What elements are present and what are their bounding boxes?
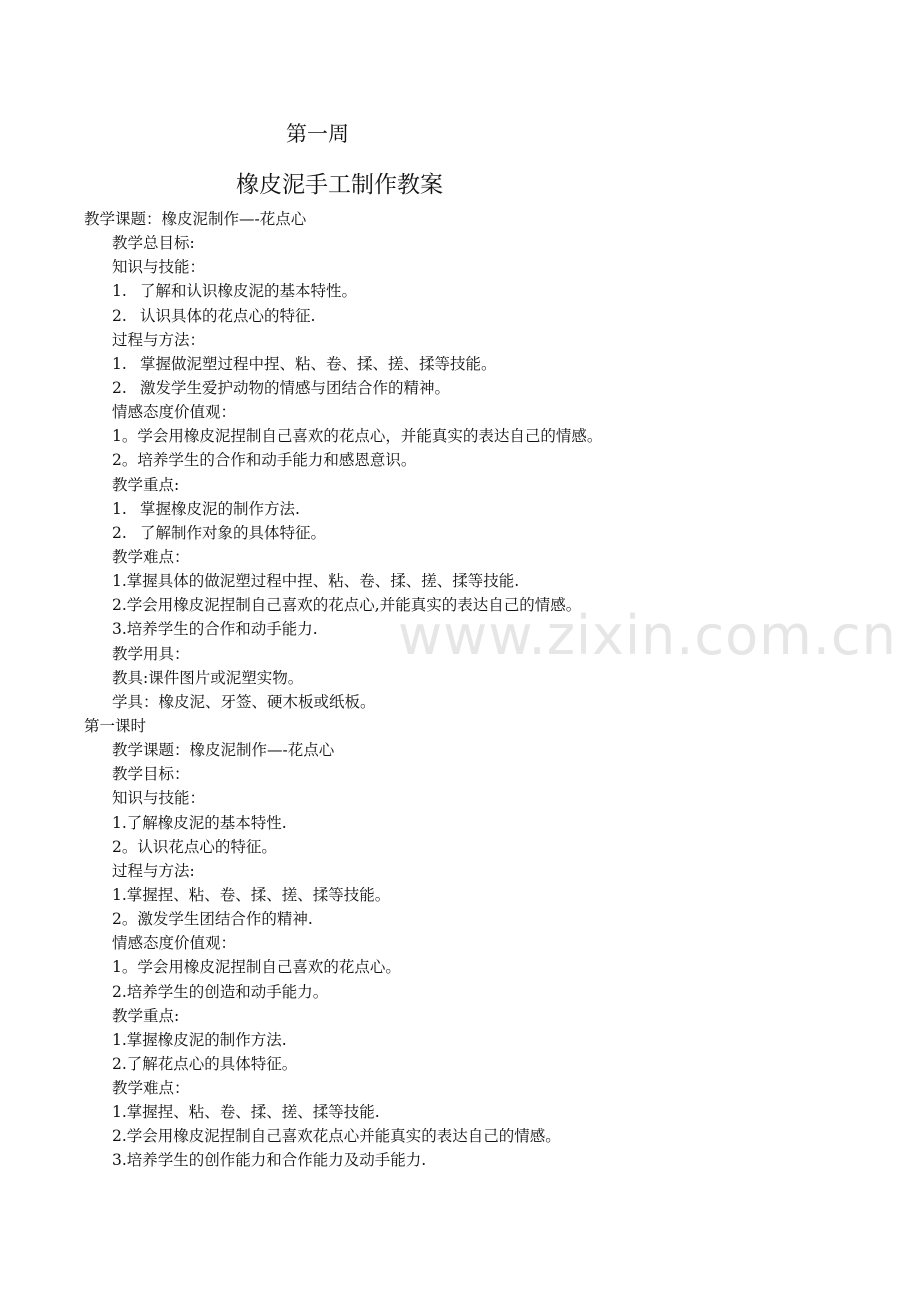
- line-text: 过程与方法:: [112, 861, 195, 880]
- line-text: 1.掌握橡皮泥的制作方法.: [112, 1030, 287, 1049]
- line-text: 掌握做泥塑过程中捏、粘、卷、揉、搓、揉等技能。: [140, 354, 497, 373]
- line-text: 1.掌握捏、粘、卷、揉、搓、揉等技能.: [112, 1103, 380, 1122]
- text-line: [84, 666, 904, 690]
- line-text: 1.掌握捏、粘、卷、揉、搓、揉等技能。: [112, 885, 391, 904]
- line-text: 2.学会用橡皮泥捏制自己喜欢花点心并能真实的表达自己的情感。: [112, 1127, 561, 1146]
- line-text: 教具:课件图片或泥塑实物。: [112, 668, 304, 687]
- line-text: 知识与技能：: [112, 258, 206, 277]
- text-line: [84, 231, 904, 255]
- text-line: [84, 448, 904, 472]
- line-text: 掌握橡皮泥的制作方法.: [140, 499, 300, 518]
- list-number: 2.: [112, 378, 127, 397]
- text-line: [84, 762, 904, 786]
- line-text: 2。认识花点心的特征。: [112, 837, 277, 856]
- line-text: 3.培养学生的合作和动手能力.: [112, 620, 318, 639]
- line-text: 情感态度价值观：: [112, 403, 237, 422]
- text-line: [84, 1004, 904, 1028]
- text-line: [84, 811, 904, 835]
- text-line: [84, 883, 904, 907]
- text-line: [84, 1076, 904, 1100]
- week-title: 第一周: [286, 122, 349, 146]
- text-line: [84, 352, 904, 376]
- text-line: [84, 569, 904, 593]
- text-line: [84, 1148, 904, 1172]
- watermark: www.zixin.com.cn: [398, 604, 897, 667]
- line-text: 2.培养学生的创造和动手能力。: [112, 982, 329, 1001]
- text-line: [84, 497, 904, 521]
- line-text: 1。学会用橡皮泥捏制自己喜欢的花点心，并能真实的表达自己的情感。: [112, 427, 603, 446]
- text-line: [84, 1124, 904, 1148]
- document-title: 橡皮泥手工制作教案: [236, 172, 443, 198]
- line-text: 教学难点：: [112, 547, 190, 566]
- line-text: 情感态度价值观：: [112, 934, 237, 953]
- line-text: 2。激发学生团结合作的精神.: [112, 910, 313, 929]
- text-line: [84, 714, 904, 738]
- line-text: 激发学生爱护动物的情感与团结合作的精神。: [140, 378, 451, 397]
- text-line: [84, 955, 904, 979]
- text-line: [84, 279, 904, 303]
- text-line: [84, 835, 904, 859]
- text-line: [84, 786, 904, 810]
- lesson-plan-body: [84, 207, 904, 1173]
- text-line: [84, 207, 904, 231]
- line-text: 2。培养学生的合作和动手能力和感恩意识。: [112, 451, 417, 470]
- text-line: [84, 255, 904, 279]
- text-line: [84, 1100, 904, 1124]
- text-line: [84, 424, 904, 448]
- list-number: 1.: [112, 499, 127, 518]
- line-text: 1。学会用橡皮泥捏制自己喜欢的花点心。: [112, 958, 401, 977]
- text-line: [84, 1052, 904, 1076]
- text-line: [84, 690, 904, 714]
- line-text: 教学目标：: [112, 765, 190, 784]
- line-text: 3.培养学生的创作能力和合作能力及动手能力.: [112, 1151, 427, 1170]
- line-text: 了解和认识橡皮泥的基本特性。: [140, 282, 358, 301]
- line-text: 了解制作对象的具体特征。: [140, 523, 327, 542]
- line-text: 认识具体的花点心的特征.: [140, 306, 316, 325]
- list-number: 1.: [112, 282, 127, 301]
- line-text: 1.了解橡皮泥的基本特性.: [112, 813, 287, 832]
- line-text: 教学课题：橡皮泥制作—-花点心: [84, 210, 307, 228]
- line-text: 教学重点:: [112, 475, 180, 494]
- line-text: 教学难点：: [112, 1079, 190, 1098]
- line-text: 教学课题：橡皮泥制作—-花点心: [112, 741, 335, 760]
- text-line: [84, 931, 904, 955]
- text-line: [84, 980, 904, 1004]
- line-text: 1.掌握具体的做泥塑过程中捏、粘、卷、揉、搓、揉等技能.: [112, 572, 520, 591]
- line-text: 第一课时: [84, 716, 147, 735]
- line-text: 过程与方法：: [112, 330, 206, 349]
- text-line: [84, 304, 904, 328]
- text-line: [84, 859, 904, 883]
- list-number: 2.: [112, 306, 127, 325]
- text-line: [84, 907, 904, 931]
- text-line: [84, 473, 904, 497]
- text-line: [84, 738, 904, 762]
- line-text: 教学用具：: [112, 644, 190, 663]
- list-number: 2.: [112, 523, 127, 542]
- text-line: [84, 400, 904, 424]
- line-text: 知识与技能：: [112, 789, 206, 808]
- text-line: [84, 376, 904, 400]
- line-text: 教学重点:: [112, 1006, 180, 1025]
- text-line: [84, 328, 904, 352]
- text-line: [84, 545, 904, 569]
- line-text: 教学总目标:: [112, 234, 195, 253]
- line-text: 学具：橡皮泥、牙签、硬木板或纸板。: [112, 692, 376, 711]
- line-text: 2.学会用橡皮泥捏制自己喜欢的花点心,并能真实的表达自己的情感。: [112, 596, 582, 615]
- text-line: [84, 521, 904, 545]
- list-number: 1.: [112, 354, 127, 373]
- line-text: 2.了解花点心的具体特征。: [112, 1054, 298, 1073]
- text-line: [84, 1028, 904, 1052]
